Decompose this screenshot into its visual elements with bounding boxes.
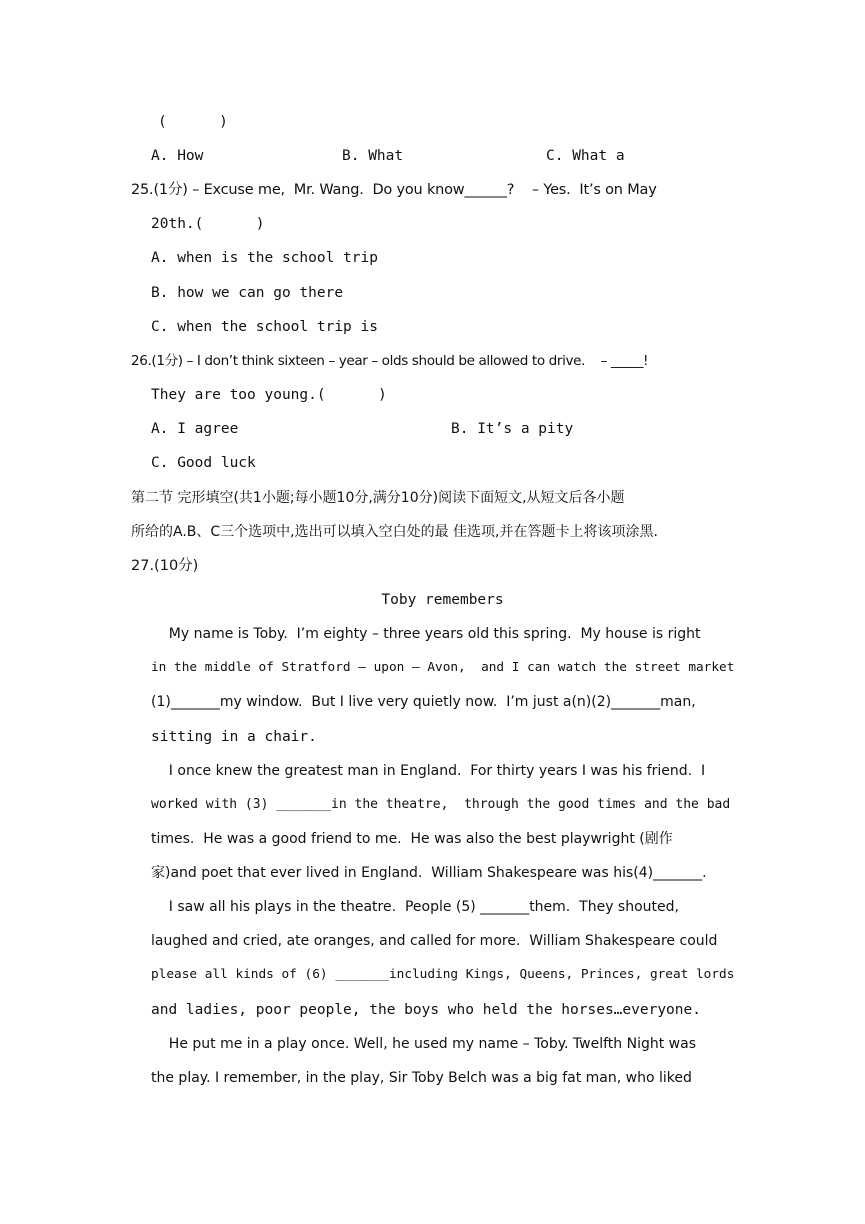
- q25-option-a: A. when is the school trip: [151, 250, 378, 266]
- q27-label: 27.(10分): [131, 558, 199, 574]
- passage-line: please all kinds of (6) _______including Kings, Queens, Princes, great lords: [151, 967, 735, 982]
- passage-line: He put me in a play once. Well, he used my name – Toby. Twelfth Night was: [151, 1036, 697, 1052]
- q25-stem: 25.(1分) – Excuse me, Mr. Wang. Do you know______? – Yes. It’s on May: [131, 182, 657, 198]
- passage-line: times. He was a good friend to me. He was also the best playwright (剧作: [151, 831, 673, 847]
- passage-line: (1)_______my window. But I live very quietly now. I’m just a(n)(2)_______man,: [151, 694, 696, 710]
- q24-option-c: C. What a: [546, 148, 625, 164]
- passage-line: sitting in a chair.: [151, 729, 317, 745]
- q25-stem-cont: 20th.( ): [151, 216, 265, 232]
- q26-option-c: C. Good luck: [151, 455, 256, 471]
- q24-option-a: A. How: [151, 148, 204, 164]
- q25-option-c: C. when the school trip is: [151, 319, 378, 335]
- passage-line: I once knew the greatest man in England. For thirty years I was his friend. I: [151, 763, 706, 779]
- q26-option-a: A. I agree: [151, 421, 239, 437]
- q24-option-b: B. What: [342, 148, 404, 164]
- q26-stem: 26.(1分) – I don’t think sixteen – year – olds should be allowed to drive. – _____!: [131, 353, 649, 369]
- section-instructions-line2: 所给的A.B、C三个选项中,选出可以填入空白处的最 佳选项,并在答题卡上将该项涂黑.: [131, 524, 658, 540]
- q26-option-b: B. It’s a pity: [451, 421, 574, 437]
- passage-line: laughed and cried, ate oranges, and called for more. William Shakespeare could: [151, 933, 718, 949]
- q24-answer-blank: ( ): [158, 114, 228, 130]
- q26-stem-cont: They are too young.( ): [151, 387, 387, 403]
- passage-line: the play. I remember, in the play, Sir Toby Belch was a big fat man, who liked: [151, 1070, 692, 1086]
- section-instructions-line1: 第二节 完形填空(共1小题;每小题10分,满分10分)阅读下面短文,从短文后各小题: [131, 490, 625, 506]
- passage-title: Toby remembers: [381, 592, 504, 608]
- passage-line: in the middle of Stratford – upon – Avon, and I can watch the street market: [151, 660, 735, 675]
- passage-line: worked with (3) _______in the theatre, through the good times and the bad: [151, 797, 731, 812]
- passage-line: 家)and poet that ever lived in England. William Shakespeare was his(4)_______.: [151, 865, 707, 881]
- passage-line: My name is Toby. I’m eighty – three years old this spring. My house is right: [151, 626, 701, 642]
- passage-line: I saw all his plays in the theatre. People (5) _______them. They shouted,: [151, 899, 679, 915]
- q25-option-b: B. how we can go there: [151, 285, 344, 301]
- passage-line: and ladies, poor people, the boys who held the horses…everyone.: [151, 1002, 701, 1018]
